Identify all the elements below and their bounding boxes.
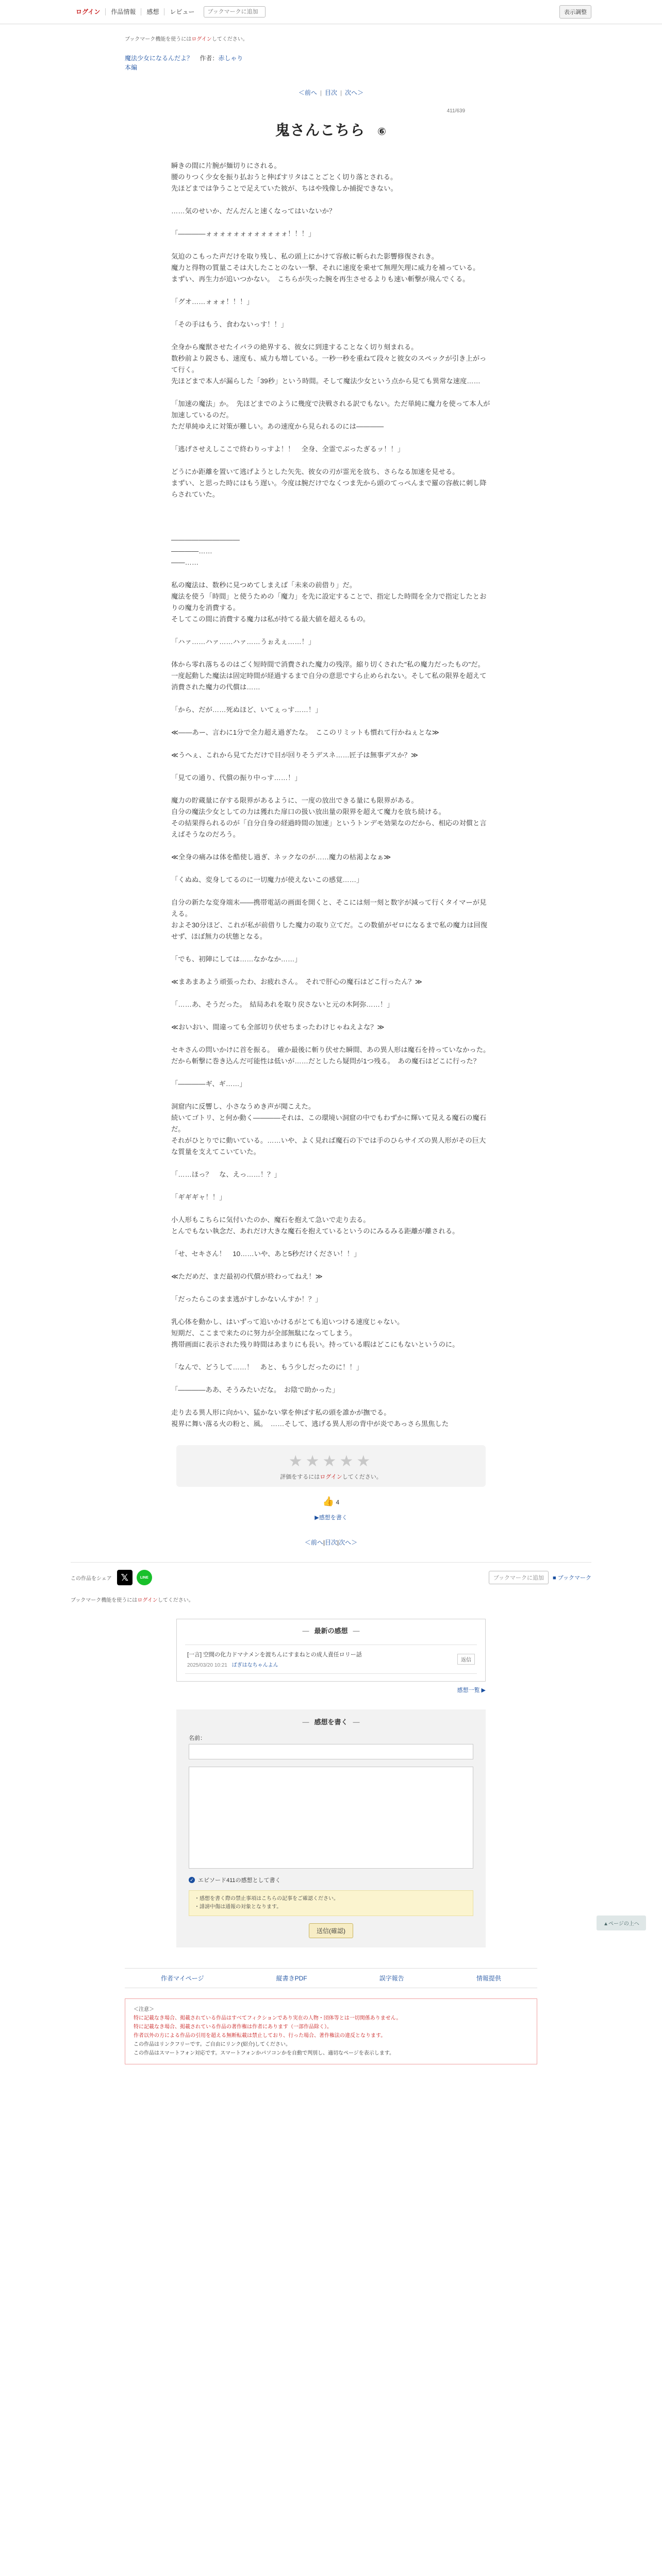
vertical-pdf-link[interactable]: 縦書きPDF — [276, 1975, 307, 1982]
body-paragraph: 「なんで、どうして……！ あと、もう少しだったのに！！」 — [171, 1363, 363, 1371]
impression-reply-badge: 返信 — [457, 1654, 475, 1665]
pager-separator: | — [337, 1539, 339, 1546]
body-paragraph: ただ単純ゆえに対策が難しい。あの速度から見られるのには―――― — [171, 422, 384, 430]
prev-link[interactable]: ＜前へ — [298, 89, 317, 96]
body-paragraph: 「逃げさせえしここで終わりっすよ！！ 全身、全霊でぶったぎるッ！！」 — [171, 445, 405, 453]
share-row — [71, 1562, 591, 1585]
body-paragraph: 自分の魔法少女としての力は獲れた扉口の扱い放出量の限界を超えて魔力を放ち続ける。 — [171, 808, 445, 816]
chapter-number: ⑥ — [377, 126, 387, 138]
body-paragraph: 「加速の魔法」か。 先ほどまでのように幾度で決戦される訳でもない。ただ単純に魔力を使って本人が加速しているのだ。 — [171, 400, 490, 419]
body-paragraph — [171, 988, 491, 999]
latest-impressions-box — [176, 1619, 486, 1682]
login-note-suffix: してください。 — [157, 1598, 194, 1603]
body-paragraph — [171, 1237, 491, 1248]
body-paragraph: 「ハァ……ハァ……ハァ……うぉえぇ……！」 — [171, 638, 316, 646]
body-paragraph: 「――――ギ、ギ……」 — [171, 1080, 246, 1088]
share-right — [489, 1571, 591, 1584]
caution-red-line: 特に記載なき場合、掲載されている作品の著作権は作者にあります（一部作品除く）。 — [134, 2024, 332, 2030]
body-paragraph — [171, 1090, 491, 1101]
top-nav — [71, 6, 266, 18]
body-paragraph: とんでもない執念だ、あれだけ大きな魔石を抱えているというのにみるみる距離が離される。 — [171, 1227, 459, 1235]
body-paragraph: 自分の新たな変身端末――携帯電話の画面を開くと、そこには刻一刻と数字が減って行くタイマーが見える。 — [171, 899, 487, 918]
write-impression-box — [176, 1709, 486, 1947]
body-paragraph: 「ギギギャ！！」 — [171, 1193, 226, 1201]
share-label: この作品をシェア — [71, 1575, 112, 1582]
body-paragraph — [171, 1158, 491, 1169]
body-paragraph — [171, 217, 491, 228]
toc-link[interactable]: 目次 — [324, 1539, 337, 1546]
login-note-prefix: ブックマーク機能を使うには — [125, 37, 192, 42]
body-paragraph — [171, 285, 491, 296]
body-paragraph — [171, 568, 491, 580]
body-paragraph — [171, 1260, 491, 1271]
body-paragraph: 「くぬぬ、変身してるのに一切魔力が使えないこの感覚……」 — [171, 876, 363, 884]
typo-report-link[interactable]: 誤字報告 — [379, 1975, 404, 1982]
body-paragraph: それがひとりでに動いている。……いや、よく見れば魔石の下では手のひらサイズの異人形がその巨大な質量を支えてこいていた。 — [171, 1137, 486, 1156]
body-paragraph: 「せ、セキさん！ 10……いや、あと5秒だけください！！」 — [171, 1250, 361, 1258]
heading-dash: ― — [302, 1718, 309, 1726]
body-paragraph: ≪うへぇ、これから見てただけで目が回りそうデスネ……匠子は無事デスか？≫ — [171, 751, 418, 759]
pager-separator: | — [323, 1539, 325, 1546]
body-paragraph: 先ほどまで本人が漏らした「39秒」という時間。そして魔法少女という点から見ても異常な速度…… — [171, 377, 481, 385]
body-paragraph: 「……ほっ？ な、えっ……！？」 — [171, 1171, 281, 1178]
body-paragraph — [171, 784, 491, 795]
good-count: 4 — [336, 1499, 340, 1506]
bookmark-icon: ■ — [553, 1575, 556, 1581]
body-paragraph: およそ30分ほど、これが私が前借りした魔力の取り立てだ。この数値がゼロになるまで私の魔力は回復せず、ほぼ無力の状態となる。 — [171, 921, 488, 940]
body-paragraph — [171, 648, 491, 659]
rating-note-prefix: 評価をするには — [280, 1474, 320, 1480]
body-paragraph — [171, 1350, 491, 1362]
caution-line: この作品はスマートフォン対応です。スマートフォンかパソコンかを自動で判別し、適切なページを表示します。 — [134, 2050, 394, 2056]
episode-number: 411/639 — [446, 108, 465, 114]
footer-links — [125, 1968, 537, 1988]
checkbox-icon[interactable]: ✓ — [189, 1877, 195, 1883]
body-paragraph: 瞬きの間に片腕が麺切りにされる。 — [171, 162, 281, 170]
body-paragraph — [171, 1180, 491, 1192]
body-paragraph — [171, 716, 491, 727]
body-paragraph: 携帯画面に表示された残り時間はあまりにも長い。持っている暇はどこにもないというのに。 — [171, 1341, 459, 1348]
body-paragraph — [171, 1010, 491, 1022]
chapter-label: 本編 — [125, 64, 138, 71]
body-paragraph: ――――…… — [171, 547, 212, 555]
body-paragraph: 短期だ、ここまで来たのに努力が全部無駄になってしまう。 — [171, 1329, 357, 1337]
x-share-icon[interactable]: 𝕏 — [117, 1570, 133, 1585]
impression-meta — [187, 1660, 362, 1668]
author-mypage-link[interactable]: 作者マイページ — [161, 1975, 204, 1982]
write-impression-title: 感想を書く — [314, 1718, 348, 1726]
bookmark-login-note — [125, 35, 537, 42]
series-title-link[interactable]: 魔法少女になるんだよ？ — [125, 55, 193, 62]
body-paragraph: まずい、と思った時にはもう遅い。今度は腕だけでなくつま先から頭のてっぺんまで羅の容赦に刺し降らされていた。 — [171, 479, 487, 498]
heading-dash: ― — [353, 1627, 360, 1635]
good-button[interactable] — [125, 1496, 537, 1507]
write-impression-link[interactable]: ▶感想を書く — [315, 1515, 347, 1521]
body-paragraph — [171, 942, 491, 954]
body-paragraph: 魔力と得物の質量こそは大したことのない一撃、それに速度を乗せて無理矢理に威力を補っている。 — [171, 264, 480, 272]
body-paragraph: 「グオ……ォォォ！！！」 — [171, 298, 254, 306]
impression-date: 2025/03/20 10:21 — [187, 1663, 227, 1668]
body-paragraph — [171, 330, 491, 342]
impression-content — [187, 1650, 362, 1668]
body-paragraph: そしてこの間に消費する魔力は私が持てる最大値を超えるもの。 — [171, 615, 370, 623]
body-paragraph — [171, 512, 491, 523]
write-impression-heading — [189, 1717, 473, 1726]
body-paragraph: 「見ての通り、代償の振り中っす……！」 — [171, 774, 302, 782]
body-paragraph — [171, 1305, 491, 1316]
body-paragraph: 魔法を使う「時間」と使うための「魔力」を先に設定することで、指定した時間を全力で指定したとおりの魔力を消費する。 — [171, 592, 487, 612]
body-paragraph: 私の魔法は、数秒に見つめてしまえば「未来の前借り」だ。 — [171, 581, 357, 589]
body-paragraph — [171, 1373, 491, 1384]
bookmark-link[interactable] — [553, 1573, 591, 1582]
series-header — [125, 54, 537, 63]
body-paragraph — [171, 761, 491, 772]
body-paragraph: ―――――――――― — [171, 536, 240, 544]
body-paragraph: 体から零れ落ちるのはごく短時間で消費された魔力の残滓。縮り切くされた"私の魔力だったもの"だ。 — [171, 660, 485, 668]
rating-login-link[interactable]: ログイン — [320, 1474, 342, 1480]
body-paragraph: 続いてゴトリ、と何か動く――――それは、この環境い洞窟の中でもわずかに輝いて見える魔石の魔石だ。 — [171, 1114, 486, 1133]
caution-red-line: 特に記載なき場合、掲載されている作品はすべてフィクションであり実在の人物・団体等とは一切関係ありません。 — [134, 2015, 402, 2021]
login-note-suffix: してください。 — [211, 37, 248, 42]
bookmark-add-button[interactable]: ブックマークに追加 — [489, 1571, 549, 1584]
body-paragraph: ≪――あー、言わに1分で全力超え過ぎたな。 ここのリミットも慣れて行かねぇとな≫ — [171, 728, 439, 736]
body-paragraph — [171, 308, 491, 319]
line-share-icon[interactable]: LINE — [137, 1570, 152, 1585]
toc-link[interactable]: 目次 — [324, 89, 337, 96]
body-paragraph: 「――――ああ、そうみたいだな。 お陰で助かった」 — [171, 1386, 339, 1394]
impressions-list-link[interactable]: 感想一覧 ▶ — [457, 1687, 486, 1693]
impression-title[interactable]: [一言] 空間の化力ドマナメンを渡ちんにすまねとの成人責任ロリー話 — [187, 1652, 362, 1658]
submit-button[interactable]: 送信(確認) — [309, 1923, 353, 1938]
chapter-title — [125, 119, 537, 140]
body-paragraph: 「――――ォォォォォォォォォォォォ！！！」 — [171, 230, 316, 238]
star-icon[interactable]: ★ — [356, 1453, 374, 1470]
top-bar — [0, 0, 662, 24]
nav-work-info[interactable]: 作品情報 — [106, 8, 141, 15]
caution-line: この作品はリンクフリーです。ご自由にリンク(紹介)してください。 — [134, 2042, 291, 2047]
rating-note-suffix: してください。 — [342, 1474, 382, 1480]
latest-impressions-heading — [185, 1625, 477, 1635]
body-paragraph: 「……あ、そうだった。 結局あれを取り戻さないと元の木阿弥……！」 — [171, 1001, 394, 1008]
nav-impressions[interactable]: 感想 — [141, 8, 164, 15]
bookmark-add-input[interactable] — [204, 6, 266, 18]
rating-login-note — [176, 1472, 486, 1481]
author-label: 作者： — [200, 55, 219, 62]
body-paragraph: その結果得られるのが「自分自身の経過時間の加速」というトンデモ効果なのだから、相応の対償と言えばそうなのだろう。 — [171, 819, 487, 838]
body-paragraph: 一度起動した魔法は固定時間が経過するまで自分の意思ですら止められない。そして私の限界を超えて消費された魔力の代償は…… — [171, 672, 487, 691]
body-paragraph: 視界に舞い落る火の粉と、風。 ……そして、逃げる異人形の背中が炎であっさら黒焦した — [171, 1420, 449, 1428]
star-icon[interactable]: ★ — [305, 1453, 323, 1470]
body-paragraph — [171, 1067, 491, 1078]
body-paragraph — [171, 523, 491, 534]
body-paragraph: 数秒前より鋭さも、速度も、威力も増している。一秒一秒を重ねて段々と彼女のスペックが引き上がって行く。 — [171, 354, 487, 374]
latest-impressions-title: 最新の感想 — [314, 1627, 348, 1635]
share-left — [71, 1570, 152, 1585]
body-paragraph — [171, 1033, 491, 1044]
caution-title: ＜注意＞ — [134, 2007, 154, 2012]
body-paragraph: 先ほどまでは争うことで足えていた彼が、ちはや残像しか捕捉できない。 — [171, 184, 398, 192]
episode-checkbox-label: エピソード411の感想として書く — [198, 1877, 281, 1884]
body-paragraph: 「その手はもう、食わないっす！！」 — [171, 320, 288, 328]
body-paragraph: 小人形もこちらに気付いたのか、魔石を抱えて急いで走り去る。 — [171, 1216, 370, 1224]
body-paragraph: 「から、だが……死ぬほど、いてぇっす……！」 — [171, 706, 322, 714]
body-paragraph — [171, 886, 491, 897]
name-label: 名前： — [189, 1735, 206, 1741]
body-paragraph — [171, 965, 491, 976]
pager-separator: | — [340, 89, 342, 96]
body-paragraph — [171, 738, 491, 750]
body-paragraph: だから斬撃に巻き込んだ可能性は低いが……だとしたら疑問が1つ残る。 あの魔石はどこに行った？ — [171, 1057, 481, 1065]
login-note-link[interactable]: ログイン — [137, 1598, 158, 1603]
login-note-prefix: ブックマーク機能を使うには — [71, 1598, 138, 1603]
body-paragraph: ――…… — [171, 558, 199, 566]
body-paragraph — [171, 625, 491, 636]
prev-link[interactable]: ＜前へ — [304, 1539, 323, 1546]
body-paragraph: 走り去る異人形に向かい、猛かない掌を伸ばす私の頭を誰かが撫でる。 — [171, 1409, 391, 1416]
top-bar-inner — [71, 0, 591, 24]
body-paragraph — [171, 194, 491, 206]
body-paragraph: 腰のりつく少女を振り払おうと伸ばすリタはことごとく切り落とされる。 — [171, 173, 398, 181]
main-container — [125, 35, 537, 1547]
body-paragraph: 魔力の貯蔵量に存する限界があるように、一度の放出できる量にも限界がある。 — [171, 796, 418, 804]
rating-box — [176, 1445, 486, 1487]
body-paragraph: 気迫のこもった声だけを取り残し、私の頭上にかけて容赦に斬られた影響修復されき。 — [171, 252, 439, 260]
body-paragraph: ≪まあまあよう頑張ったわ、お疲れさん。 それで肝心の魔石はどこ行ったん？≫ — [171, 978, 422, 986]
info-report-link[interactable]: 情報提供 — [476, 1975, 501, 1982]
thumbs-up-icon: 👍 — [322, 1496, 335, 1506]
bookmark-login-note-2 — [71, 1596, 591, 1603]
pager-separator: | — [320, 89, 322, 96]
body-paragraph: 洞窟内に反響し、小さなうめき声が聞こえた。 — [171, 1103, 316, 1110]
chapter-title-text: 鬼さんこちら — [275, 122, 366, 138]
bookmark-label: ブックマーク — [557, 1575, 591, 1581]
display-settings-button[interactable]: 表示調整 — [559, 5, 591, 19]
write-notice — [189, 1890, 473, 1916]
body-paragraph — [171, 1396, 491, 1407]
body-paragraph: どうにか距離を置いて逃げようとした矢先、彼女の刃が霊光を放ち、さらなる加速を見せる。 — [171, 468, 459, 476]
page-top-button[interactable]: ▲ページの上へ — [597, 1916, 646, 1930]
heading-dash: ― — [302, 1627, 309, 1635]
nav-login[interactable]: ログイン — [71, 8, 106, 15]
heading-dash: ― — [353, 1718, 360, 1726]
body-paragraph: ≪全身の痛みは体を酷使し過ぎ、ネックなのが……魔力の枯渇よなぁ≫ — [171, 853, 391, 861]
novel-body — [171, 160, 491, 1430]
body-paragraph — [171, 240, 491, 251]
body-paragraph — [171, 1282, 491, 1294]
impression-item — [185, 1645, 477, 1674]
star-icon[interactable]: ★ — [339, 1453, 357, 1470]
body-paragraph — [171, 693, 491, 704]
body-paragraph: 全身から魔獣させたイバラの絶界する、彼女に到達することなく切り刻まれる。 — [171, 343, 418, 351]
body-paragraph — [171, 455, 491, 466]
nav-review[interactable]: レビュー — [170, 8, 195, 15]
next-link[interactable]: 次へ＞ — [345, 89, 364, 96]
body-paragraph — [171, 432, 491, 444]
star-icon[interactable]: ★ — [322, 1453, 340, 1470]
body-paragraph: 乳心体を動かし、はいずって追いかけるがとても追いつける速度じゃない。 — [171, 1318, 404, 1326]
comment-textarea[interactable] — [189, 1767, 473, 1869]
body-paragraph — [171, 500, 491, 512]
body-paragraph: ……気のせいか、だんだんと速くなってはいないか？ — [171, 207, 336, 215]
body-paragraph — [171, 387, 491, 398]
pager-top — [125, 88, 537, 97]
body-paragraph — [171, 863, 491, 874]
body-paragraph: 「でも、初陣にしては……なかなか……」 — [171, 955, 302, 963]
body-paragraph — [171, 1203, 491, 1214]
body-paragraph: セキさんの問いかけに首を振る。 確か最後に斬り伏せた瞬間、あの異人形は魔石を持っていなかった。 — [171, 1046, 490, 1054]
author-link[interactable]: 赤しゃり — [218, 55, 243, 62]
caution-red-line: 作者以外の方による作品の引用を超える無断転載は禁止しており、行った場合、著作権法の違反となります。 — [134, 2033, 386, 2039]
body-paragraph: ≪おいおい、間違っても全部切り伏せちまったわけじゃねえよな？≫ — [171, 1023, 385, 1031]
star-icon[interactable]: ★ — [288, 1453, 306, 1470]
body-paragraph — [171, 840, 491, 852]
pager-bottom — [125, 1538, 537, 1547]
name-input[interactable] — [189, 1744, 473, 1759]
body-paragraph: まずい、再生力が追いつかない。 こちらが失った腕を再生させるよりも速い斬撃が飛んでくる。 — [171, 275, 470, 283]
episode-checkbox-row[interactable] — [189, 1876, 473, 1884]
rating-stars[interactable] — [176, 1452, 486, 1470]
body-paragraph: ≪ただめだ、まだ最初の代償が終わってねえ！≫ — [171, 1273, 323, 1280]
caution-box — [125, 1998, 537, 2064]
notice-line: ・誹謗中傷は通報の対象となります。 — [194, 1904, 282, 1910]
impression-user[interactable]: ばぎはなちゃんよん — [231, 1663, 278, 1668]
next-link[interactable]: 次へ＞ — [339, 1539, 358, 1546]
login-note-link[interactable]: ログイン — [191, 37, 212, 42]
notice-line: ・感想を書く際の禁止事項はこちらの記事をご確認ください。 — [194, 1896, 339, 1902]
body-paragraph: 「だったらこのまま逃がすしかないんすか！？」 — [171, 1295, 322, 1303]
